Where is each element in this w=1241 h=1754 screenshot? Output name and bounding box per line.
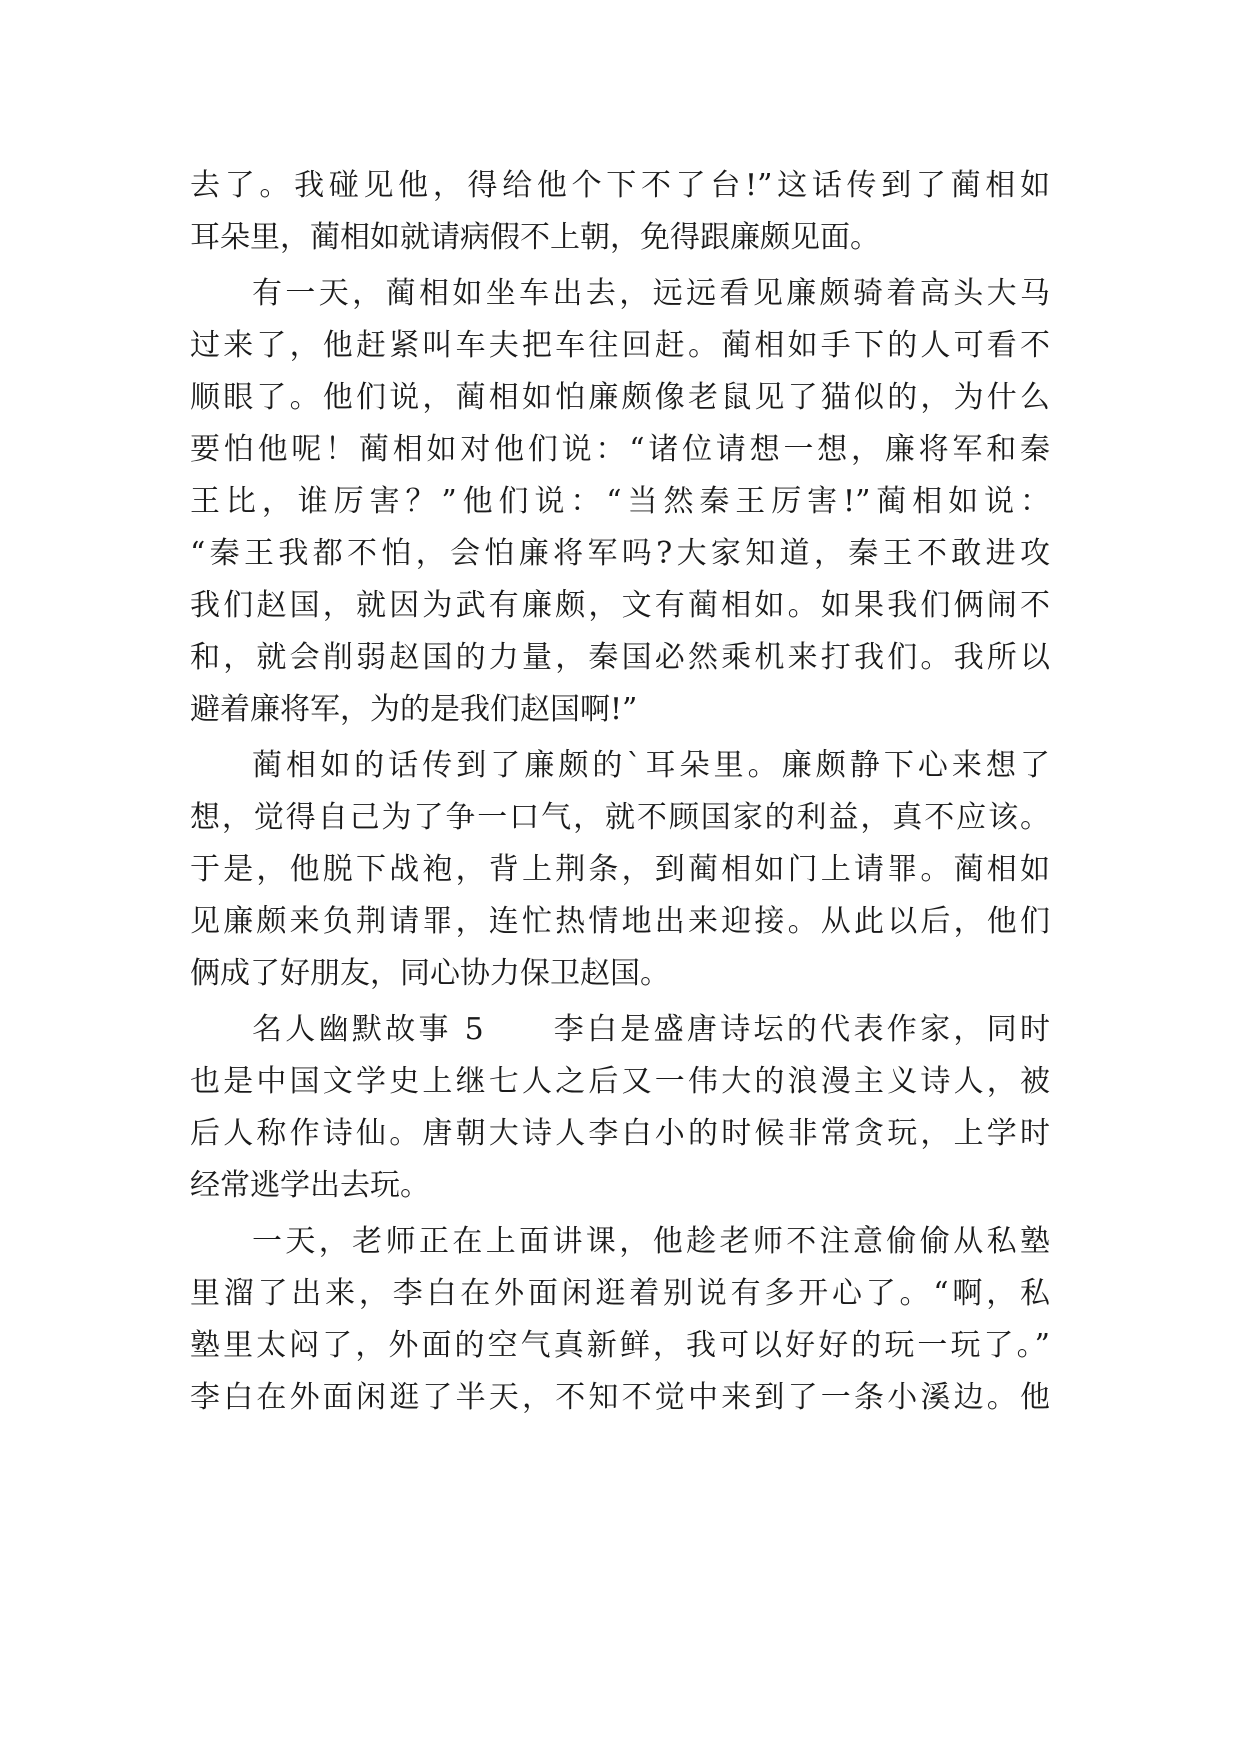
text-line: 见廉颇来负荆请罪，连忙热情地出来迎接。从此以后，他们 (190, 904, 1050, 939)
text-line: 经常逃学出去玩。 (190, 1168, 430, 1203)
paragraph (190, 740, 1050, 1000)
text-line: 塾里太闷了，外面的空气真新鲜，我可以好好的玩一玩了。” (190, 1328, 1050, 1363)
paragraph (190, 1004, 1050, 1212)
text-line: 于是，他脱下战袍，背上荆条，到蔺相如门上请罪。蔺相如 (190, 852, 1050, 887)
text-line: 要怕他呢！蔺相如对他们说：“诸位请想一想，廉将军和秦 (190, 432, 1050, 467)
text-line: 一天，老师正在上面讲课，他趁老师不注意偷偷从私塾 (252, 1224, 1050, 1259)
text-line: 王比，谁厉害？”他们说：“当然秦王厉害!”蔺相如说： (190, 484, 1050, 519)
text-line: 李白在外面闲逛了半天，不知不觉中来到了一条小溪边。他 (190, 1380, 1050, 1415)
text-line: 耳朵里，蔺相如就请病假不上朝，免得跟廉颇见面。 (190, 220, 880, 255)
text-line: 俩成了好朋友，同心协力保卫赵国。 (190, 956, 670, 991)
text-line: 有一天，蔺相如坐车出去，远远看见廉颇骑着高头大马 (252, 276, 1050, 311)
text-line: 顺眼了。他们说，蔺相如怕廉颇像老鼠见了猫似的，为什么 (190, 380, 1050, 415)
paragraph (190, 268, 1050, 736)
text-line: 过来了，他赶紧叫车夫把车往回赶。蔺相如手下的人可看不 (190, 328, 1050, 363)
text-line: 我们赵国，就因为武有廉颇，文有蔺相如。如果我们俩闹不 (190, 588, 1050, 623)
text-line: 也是中国文学史上继七人之后又一伟大的浪漫主义诗人，被 (190, 1064, 1050, 1099)
text-line: 避着廉将军，为的是我们赵国啊!” (190, 692, 638, 727)
text-line: “秦王我都不怕，会怕廉将军吗?大家知道，秦王不敢进攻 (190, 536, 1050, 571)
body-text (190, 160, 1050, 1424)
paragraph (190, 160, 1050, 264)
paragraph (190, 1216, 1050, 1424)
text-line: 去了。我碰见他，得给他个下不了台!”这话传到了蔺相如 (190, 168, 1050, 203)
text-line: 蔺相如的话传到了廉颇的`耳朵里。廉颇静下心来想了 (252, 748, 1050, 783)
text-line: 名人幽默故事 5 李白是盛唐诗坛的代表作家，同时 (252, 1012, 1050, 1047)
text-line: 和，就会削弱赵国的力量，秦国必然乘机来打我们。我所以 (190, 640, 1050, 675)
text-line: 想，觉得自己为了争一口气，就不顾国家的利益，真不应该。 (190, 800, 1050, 835)
text-line: 后人称作诗仙。唐朝大诗人李白小的时候非常贪玩，上学时 (190, 1116, 1050, 1151)
text-line: 里溜了出来，李白在外面闲逛着别说有多开心了。“啊，私 (190, 1276, 1050, 1311)
